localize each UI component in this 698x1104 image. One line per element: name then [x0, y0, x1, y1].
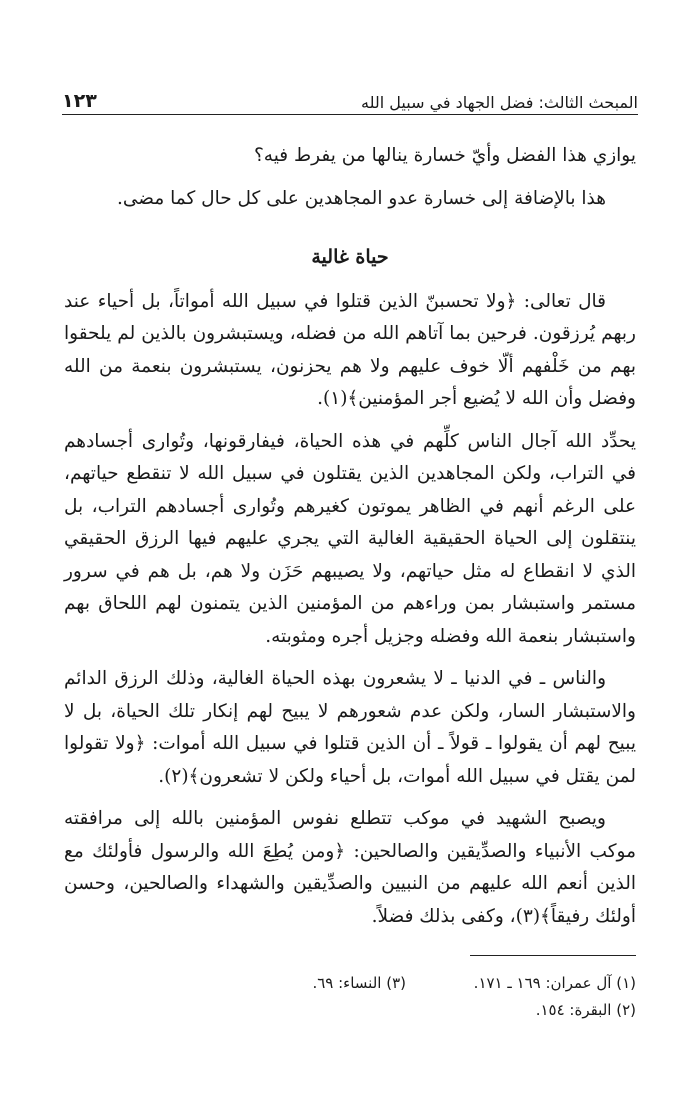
footnote-2: (٢) البقرة: ١٥٤.	[535, 1001, 636, 1019]
paragraph-2: هذا بالإضافة إلى خسارة عدو المجاهدين على كل حال كما مضى.	[117, 187, 606, 209]
footnote-3: (٣) النساء: ٦٩.	[312, 974, 406, 992]
footnotes	[64, 970, 636, 1024]
footnote-1: (١) آل عمران: ١٦٩ ـ ١٧١.	[473, 974, 636, 992]
footnote-row	[64, 997, 636, 1024]
page-number: ١٢٣	[62, 90, 97, 112]
header-title: المبحث الثالث: فضل الجهاد في سبيل الله	[361, 93, 638, 112]
section-heading: حياة غالية	[311, 246, 389, 268]
paragraph-6: ويصبح الشهيد في موكب تتطلع نفوس المؤمنين بالله إلى مرافقته موكب الأنبياء والصدِّيقين والصالحين: ﴿ومن يُطِعَ الله والرسول فأولئك مع الذين أنعم الله عليهم من النبيين والصدِّيقين والشهداء والصالحين، وحسن أولئك رفيقاً﴾(٣)، وكفى بذلك فضلاً.	[64, 808, 636, 927]
body-text	[64, 140, 636, 933]
paragraph-1: يوازي هذا الفضل وأيّ خسارة ينالها من يفرط فيه؟	[253, 145, 636, 166]
paragraph-3: قال تعالى: ﴿ولا تحسبنّ الذين قتلوا في سبيل الله أمواتاً، بل أحياء عند ربهم يُرزقون. فرحين بما آتاهم الله من فضله، ويستبشرون بالذين لم يلحقوا بهم من خَلْفهم ألّا خوف عليهم ولا هم يحزنون، يستبشرون بنعمة من الله وفضل وأن الله لا يُضيع أجر المؤمنين﴾(١).	[64, 290, 636, 409]
footnote-rule	[470, 955, 636, 956]
paragraph-4: يحدِّد الله آجال الناس كلِّهم في هذه الحياة، فيفارقونها، وتُوارى أجسادهم في التراب، ولكن المجاهدين الذين يقتلون في سبيل الله لا تنقطع حياتهم، على الرغم أنهم في الظاهر يموتون كغيرهم وتُوارى أجسادهم التراب، بل ينتقلون إلى الحياة الحقيقية الغالية التي يجري عليهم فيها الرزق الحقيقي الذي لا انقطاع له مثل حياتهم، ولا يصيبهم حَزَن ولا هم، بل هم في سرور مستمر واستبشار بمن وراءهم من المؤمنين الذين يتمنون لهم اللحاق بهم واستبشار بنعمة الله وفضله وجزيل أجره ومثوبته.	[64, 430, 636, 647]
footnote-row	[64, 970, 636, 997]
header-rule	[62, 114, 638, 115]
paragraph-5: والناس ـ في الدنيا ـ لا يشعرون بهذه الحياة الغالية، وذلك الرزق الدائم والاستبشار السار، ولكن عدم شعورهم لا يبيح لهم إنكار تلك الحياة، بل لا يبيح لهم أن يقولوا ـ قولاً ـ أن الذين قتلوا في سبيل الله أموات: ﴿ولا تقولوا لمن يقتل في سبيل الله أموات، بل أحياء ولكن لا تشعرون﴾(٢).	[64, 668, 636, 787]
running-header	[62, 86, 638, 112]
